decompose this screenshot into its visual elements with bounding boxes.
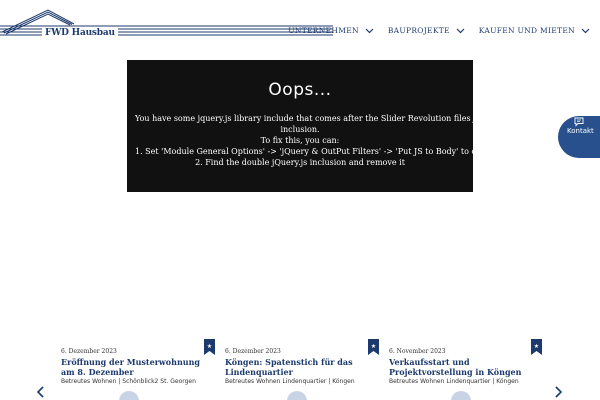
svg-text:★: ★ — [370, 343, 377, 350]
news-date: 6. Dezember 2023 — [61, 348, 117, 355]
news-thumbnail[interactable] — [119, 391, 139, 400]
kontakt-button[interactable] — [558, 116, 600, 158]
nav-item-label: KAUFEN UND MIETEN — [478, 26, 575, 35]
chevron-left-icon[interactable] — [36, 386, 46, 398]
logo[interactable] — [0, 6, 335, 40]
error-line: 2. Find the double jQuery.js inclusion and remove it — [195, 158, 405, 167]
bookmark-star-icon — [531, 339, 542, 355]
news-date: 6. November 2023 — [389, 348, 446, 355]
bookmark-star-icon — [204, 339, 215, 355]
nav-item-bauprojekte[interactable] — [388, 26, 465, 35]
error-line: You have some jquery.js library include that comes after the Slider Revolution files js — [135, 114, 480, 123]
chat-icon — [574, 117, 584, 127]
news-tags: Betreutes Wohnen Lindenquartier | Köngen — [225, 378, 355, 385]
error-title: Oops... — [268, 80, 332, 100]
news-date: 6. Dezember 2023 — [225, 348, 281, 355]
nav-item-kaufen-und-mieten[interactable] — [479, 26, 590, 35]
error-line: To fix this, you can: — [260, 136, 340, 145]
news-card[interactable] — [225, 336, 381, 400]
chevron-down-icon — [581, 28, 590, 34]
logo-text: FWD Hausbau — [42, 28, 118, 38]
news-thumbnail[interactable] — [287, 391, 307, 400]
chevron-down-icon — [456, 28, 465, 34]
chevron-right-icon[interactable] — [553, 386, 563, 398]
kontakt-label: Kontakt — [567, 127, 594, 135]
news-slider — [0, 336, 600, 400]
nav-item-unternehmen[interactable] — [288, 26, 374, 35]
bookmark-star-icon — [368, 339, 379, 355]
nav-item-label: BAUPROJEKTE — [387, 26, 450, 35]
news-tags: Betreutes Wohnen Lindenquartier | Köngen — [389, 378, 519, 385]
news-card[interactable] — [389, 336, 545, 400]
news-title[interactable]: Eröffnung der Musterwohnung am 8. Dezember — [61, 357, 200, 377]
error-message — [127, 113, 482, 168]
news-tags: Betreutes Wohnen | Schönblick2 St. Georgen — [61, 378, 196, 385]
site-header — [0, 0, 600, 58]
chevron-down-icon — [365, 28, 374, 34]
main-nav — [288, 26, 590, 35]
error-line: inclusion. — [280, 125, 320, 134]
news-title[interactable]: Köngen: Spatenstich für das Lindenquartier — [225, 357, 353, 377]
news-card[interactable] — [61, 336, 217, 400]
news-title[interactable]: Verkaufsstart und Projektvorstellung in Köngen — [389, 357, 522, 377]
svg-text:★: ★ — [533, 343, 540, 350]
nav-item-label: UNTERNEHMEN — [288, 26, 359, 35]
news-thumbnail[interactable] — [451, 391, 471, 400]
slider-error-box — [127, 60, 482, 192]
error-line: 1. Set 'Module General Options' -> 'jQuery & OutPut Filters' -> 'Put JS to Body' to on — [135, 147, 482, 156]
svg-text:★: ★ — [206, 343, 213, 350]
